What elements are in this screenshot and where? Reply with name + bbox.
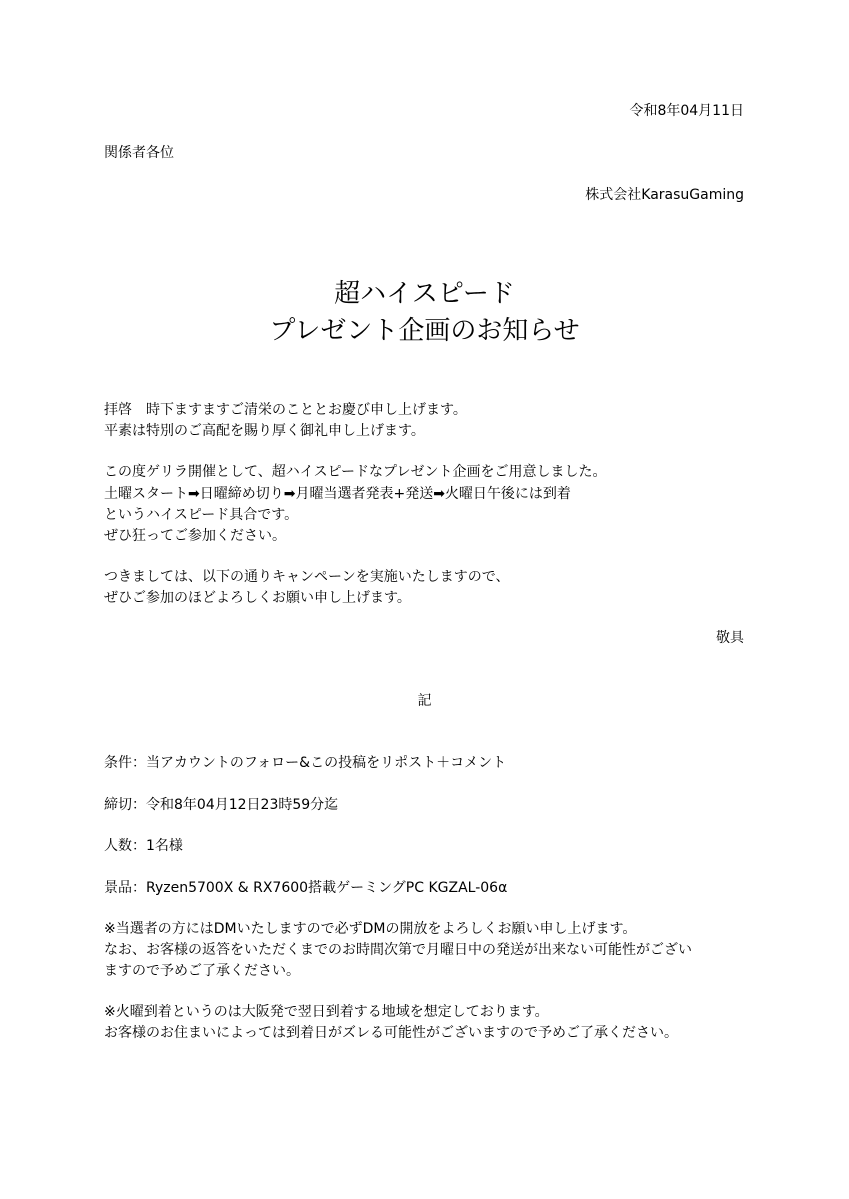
condition-line: 条件：当アカウントのフォロー&この投稿をリポスト＋コメント [104,755,507,771]
note-2-line-1: ※火曜到着というのは大阪発で翌日到着する地域を想定しております。 [104,1004,549,1020]
note-1-line-1: ※当選者の方にはDMいたしますので必ずDMの開放をよろしくお願い申し上げます。 [104,921,637,937]
intro-line-3: というハイスピード具合です。 [104,507,299,523]
note-1-line-3: ますので予めご了承ください。 [104,963,300,979]
intro-line-2: 土曜スタート➡日曜締め切り➡月曜当選者発表+発送➡火曜日午後には到着 [104,486,571,502]
prize-line: 景品：Ryzen5700X & RX7600搭載ゲーミングPC KGZAL-06α [104,880,508,896]
recipient: 関係者各位 [104,145,174,161]
title-line-1: 超ハイスピード [334,279,515,309]
intro-line-4: ぜひ狂ってご参加ください。 [104,528,286,544]
deadline-line: 締切：令和8年04月12日23時59分迄 [104,797,339,813]
closing-line-2: ぜひご参加のほどよろしくお願い申し上げます。 [104,590,411,606]
sign-off: 敬具 [716,630,744,646]
document-date: 令和8年04月11日 [629,103,744,119]
greeting-line-1: 拝啓 時下ますますご清栄のこととお慶び申し上げます。 [104,402,467,418]
company-name: 株式会社KarasuGaming [585,187,744,203]
ki-heading: 記 [417,693,432,709]
note-2-line-2: お客様のお住まいによっては到着日がズレる可能性がございますので予めご了承ください。 [104,1025,678,1041]
count-line: 人数：1名様 [104,838,183,854]
title-line-2: プレゼント企画のお知らせ [269,316,580,346]
closing-line-1: つきましては、以下の通りキャンペーンを実施いたしますので、 [104,569,510,585]
note-1-line-2: なお、お客様の返答をいただくまでのお時間次第で月曜日中の発送が出来ない可能性がござい [104,942,692,958]
intro-line-1: この度ゲリラ開催として、超ハイスピードなプレゼント企画をご用意しました。 [104,464,607,480]
greeting-line-2: 平素は特別のご高配を賜り厚く御礼申し上げます。 [104,423,425,439]
